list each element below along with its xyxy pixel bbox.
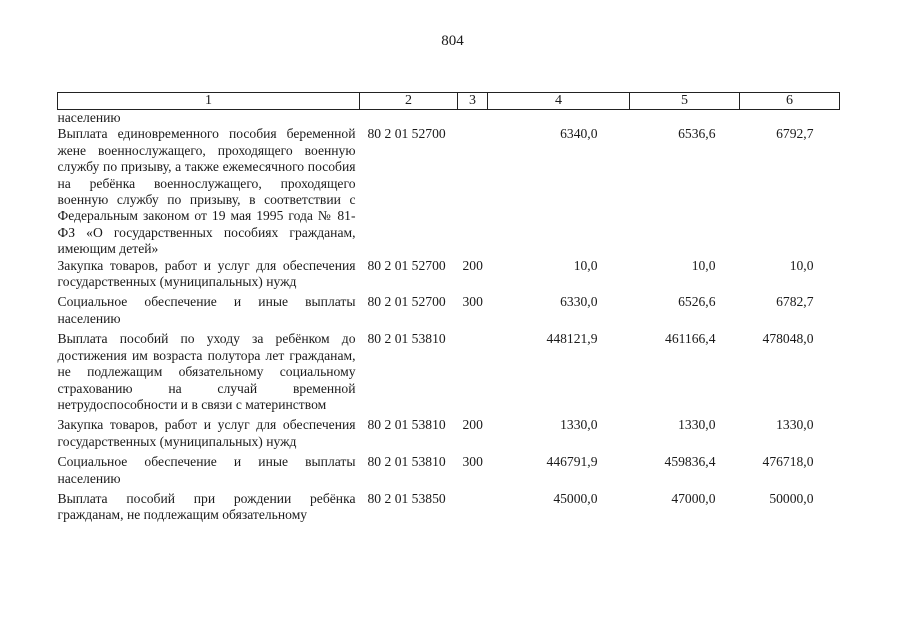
row-value-3: 478048,0 (762, 331, 814, 347)
row-name: Выплата пособий по уходу за ребёнком до достижения им возраста полутора лет гражданам, не подлежащим обязательному социальному страхованию на случай временной нетрудоспособности и в связи с материнством (57, 331, 356, 412)
table-header (58, 93, 840, 110)
row-subcode (458, 110, 488, 127)
header-col-5: 5 (630, 93, 740, 110)
row-value-3: 1330,0 (776, 417, 814, 433)
row-value-1 (488, 110, 630, 127)
row-subcode: 200 (462, 417, 483, 433)
row-subcode: 300 (462, 454, 483, 470)
page-number: 804 (441, 33, 464, 49)
row-value-3: 6782,7 (776, 294, 814, 310)
budget-table (57, 92, 840, 524)
row-subcode: 200 (462, 257, 483, 273)
row-name: Закупка товаров, работ и услуг для обеспечения государственных (муниципальных) нужд (57, 257, 356, 290)
row-value-1: 446791,9 (546, 454, 598, 470)
table-row (58, 258, 840, 291)
table-row (58, 491, 840, 524)
row-value-2: 6526,6 (678, 294, 716, 310)
row-name: Выплата единовременного пособия беременной жене военнослужащего, проходящего военную службу по призыву, а также ежемесячного пособия на ребёнка военнослужащего, проходящего военную службу по призыву, в соответствии с Федеральным законом от 19 мая 1995 года № 81-ФЗ «О государственных пособиях гражданам, имеющим детей» (57, 126, 356, 257)
row-value-2: 1330,0 (678, 417, 716, 433)
table-row (58, 417, 840, 450)
row-name: населению (57, 110, 121, 125)
row-value-1: 448121,9 (546, 331, 598, 347)
row-code (360, 110, 458, 127)
table-row (58, 126, 840, 257)
row-value-2 (630, 110, 740, 127)
row-code: 80 2 01 53810 (367, 417, 446, 433)
header-col-3: 3 (458, 93, 488, 110)
header-col-2: 2 (360, 93, 458, 110)
row-value-1: 6330,0 (560, 294, 598, 310)
table-row (58, 454, 840, 487)
row-code: 80 2 01 52700 (367, 294, 446, 310)
row-name: Выплата пособий при рождении ребёнка гражданам, не подлежащим обязательному (57, 490, 356, 523)
row-value-2: 10,0 (691, 257, 716, 273)
row-value-1: 1330,0 (560, 417, 598, 433)
row-subcode: 300 (462, 294, 483, 310)
row-subcode (458, 126, 488, 257)
table-row (58, 110, 840, 127)
row-value-2: 461166,4 (665, 331, 716, 347)
row-value-3 (740, 110, 840, 127)
row-code: 80 2 01 52700 (367, 126, 446, 142)
row-value-2: 459836,4 (664, 454, 716, 470)
row-name: Социальное обеспечение и иные выплаты населению (57, 294, 356, 326)
row-value-2: 6536,6 (678, 126, 716, 142)
row-value-3: 6792,7 (776, 126, 814, 142)
row-subcode (458, 491, 488, 524)
row-code: 80 2 01 53850 (367, 490, 446, 506)
row-code: 80 2 01 53810 (367, 331, 446, 347)
row-value-1: 6340,0 (560, 126, 598, 142)
row-value-3: 50000,0 (769, 490, 814, 506)
row-name: Социальное обеспечение и иные выплаты населению (57, 454, 356, 486)
row-value-3: 476718,0 (762, 454, 814, 470)
header-col-6: 6 (740, 93, 840, 110)
header-col-4: 4 (488, 93, 630, 110)
row-code: 80 2 01 52700 (367, 257, 446, 273)
table-row (58, 331, 840, 413)
row-value-1: 45000,0 (553, 490, 598, 506)
row-value-1: 10,0 (573, 257, 598, 273)
table-row (58, 294, 840, 327)
row-value-2: 47000,0 (671, 490, 716, 506)
row-code: 80 2 01 53810 (367, 454, 446, 470)
row-value-3: 10,0 (789, 257, 814, 273)
header-col-1: 1 (58, 93, 360, 110)
row-subcode (458, 331, 488, 413)
row-name: Закупка товаров, работ и услуг для обеспечения государственных (муниципальных) нужд (57, 417, 356, 449)
